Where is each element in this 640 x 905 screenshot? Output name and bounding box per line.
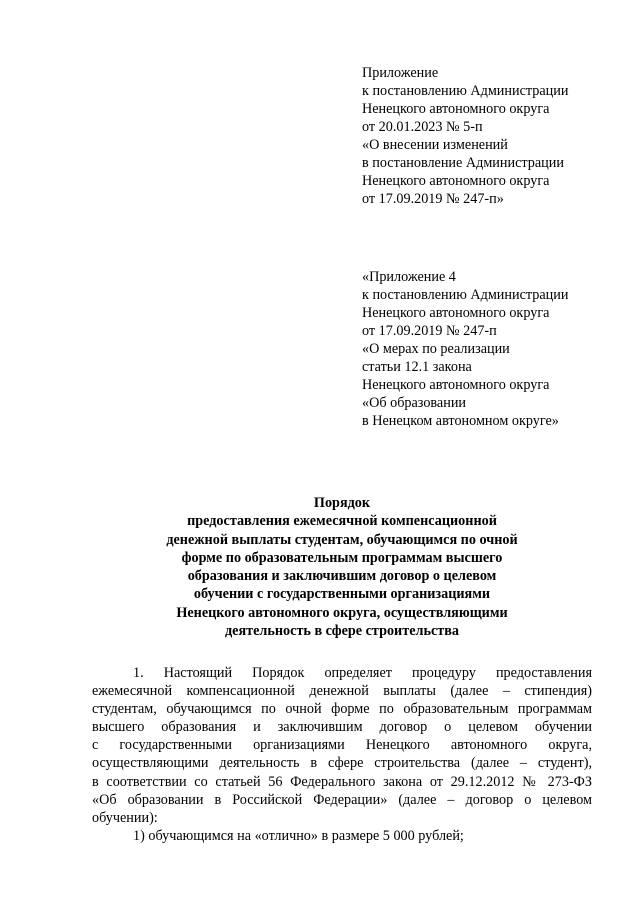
paragraph-1-line: обучении): bbox=[92, 809, 158, 826]
paragraph-1-line: с государственными организациями Ненецкого автономного округа, bbox=[92, 737, 592, 754]
title-line: обучении с государственными организациями bbox=[193, 586, 491, 603]
appendix-line: в постановление Администрации bbox=[362, 155, 564, 171]
appendix-change-block bbox=[362, 64, 568, 208]
appendix-4-block bbox=[362, 268, 568, 430]
appendix-line: в Ненецком автономном округе» bbox=[362, 413, 559, 429]
title-line: форме по образовательным программам высшего bbox=[181, 549, 503, 566]
paragraph-1-line: высшего образования и заключившим договор о целевом обучении bbox=[92, 719, 592, 736]
appendix-line: Ненецкого автономного округа bbox=[362, 101, 550, 117]
paragraph-1-line: ежемесячной компенсационной денежной выплаты (далее – стипендия) bbox=[92, 683, 592, 700]
document-title bbox=[92, 494, 592, 640]
appendix-line: от 20.01.2023 № 5-п bbox=[362, 119, 483, 135]
appendix-line: «Приложение 4 bbox=[362, 269, 456, 285]
appendix-line: статьи 12.1 закона bbox=[362, 359, 472, 375]
document-body bbox=[92, 664, 592, 845]
title-line: предоставления ежемесячной компенсационной bbox=[187, 513, 497, 530]
paragraph-1-line: 1. Настоящий Порядок определяет процедуру предоставления bbox=[133, 665, 592, 681]
paragraph-1-line: осуществляющими деятельность в сфере строительства (далее – студент), bbox=[92, 755, 592, 772]
appendix-line: «О внесении изменений bbox=[362, 137, 508, 153]
appendix-line: «О мерах по реализации bbox=[362, 341, 510, 357]
appendix-line: Ненецкого автономного округа bbox=[362, 377, 550, 393]
title-line: денежной выплаты студентам, обучающимся по очной bbox=[166, 531, 518, 548]
paragraph-1-line: «Об образовании в Российской Федерации» (далее – договор о целевом bbox=[92, 791, 592, 808]
title-line: Порядок bbox=[313, 495, 371, 511]
appendix-line: «Об образовании bbox=[362, 395, 467, 411]
list-item-1: 1) обучающимся на «отлично» в размере 5 000 рублей; bbox=[133, 827, 464, 844]
paragraph-1-line: в соответствии со статьей 56 Федерального закона от 29.12.2012 № 273-ФЗ bbox=[92, 773, 592, 790]
title-line: Ненецкого автономного округа, осуществляющими bbox=[176, 604, 508, 621]
title-line: образования и заключившим договор о целевом bbox=[187, 568, 497, 585]
appendix-line: от 17.09.2019 № 247-п bbox=[362, 323, 497, 339]
appendix-line: к постановлению Администрации bbox=[362, 287, 569, 303]
appendix-line: от 17.09.2019 № 247-п» bbox=[362, 191, 504, 207]
appendix-line: Ненецкого автономного округа bbox=[362, 173, 550, 189]
appendix-line: к постановлению Администрации bbox=[362, 83, 569, 99]
paragraph-1-line: студентам, обучающимся по очной форме по образовательным программам bbox=[92, 701, 592, 718]
appendix-line: Приложение bbox=[362, 65, 439, 81]
title-line: деятельность в сфере строительства bbox=[225, 623, 459, 640]
appendix-line: Ненецкого автономного округа bbox=[362, 305, 550, 321]
